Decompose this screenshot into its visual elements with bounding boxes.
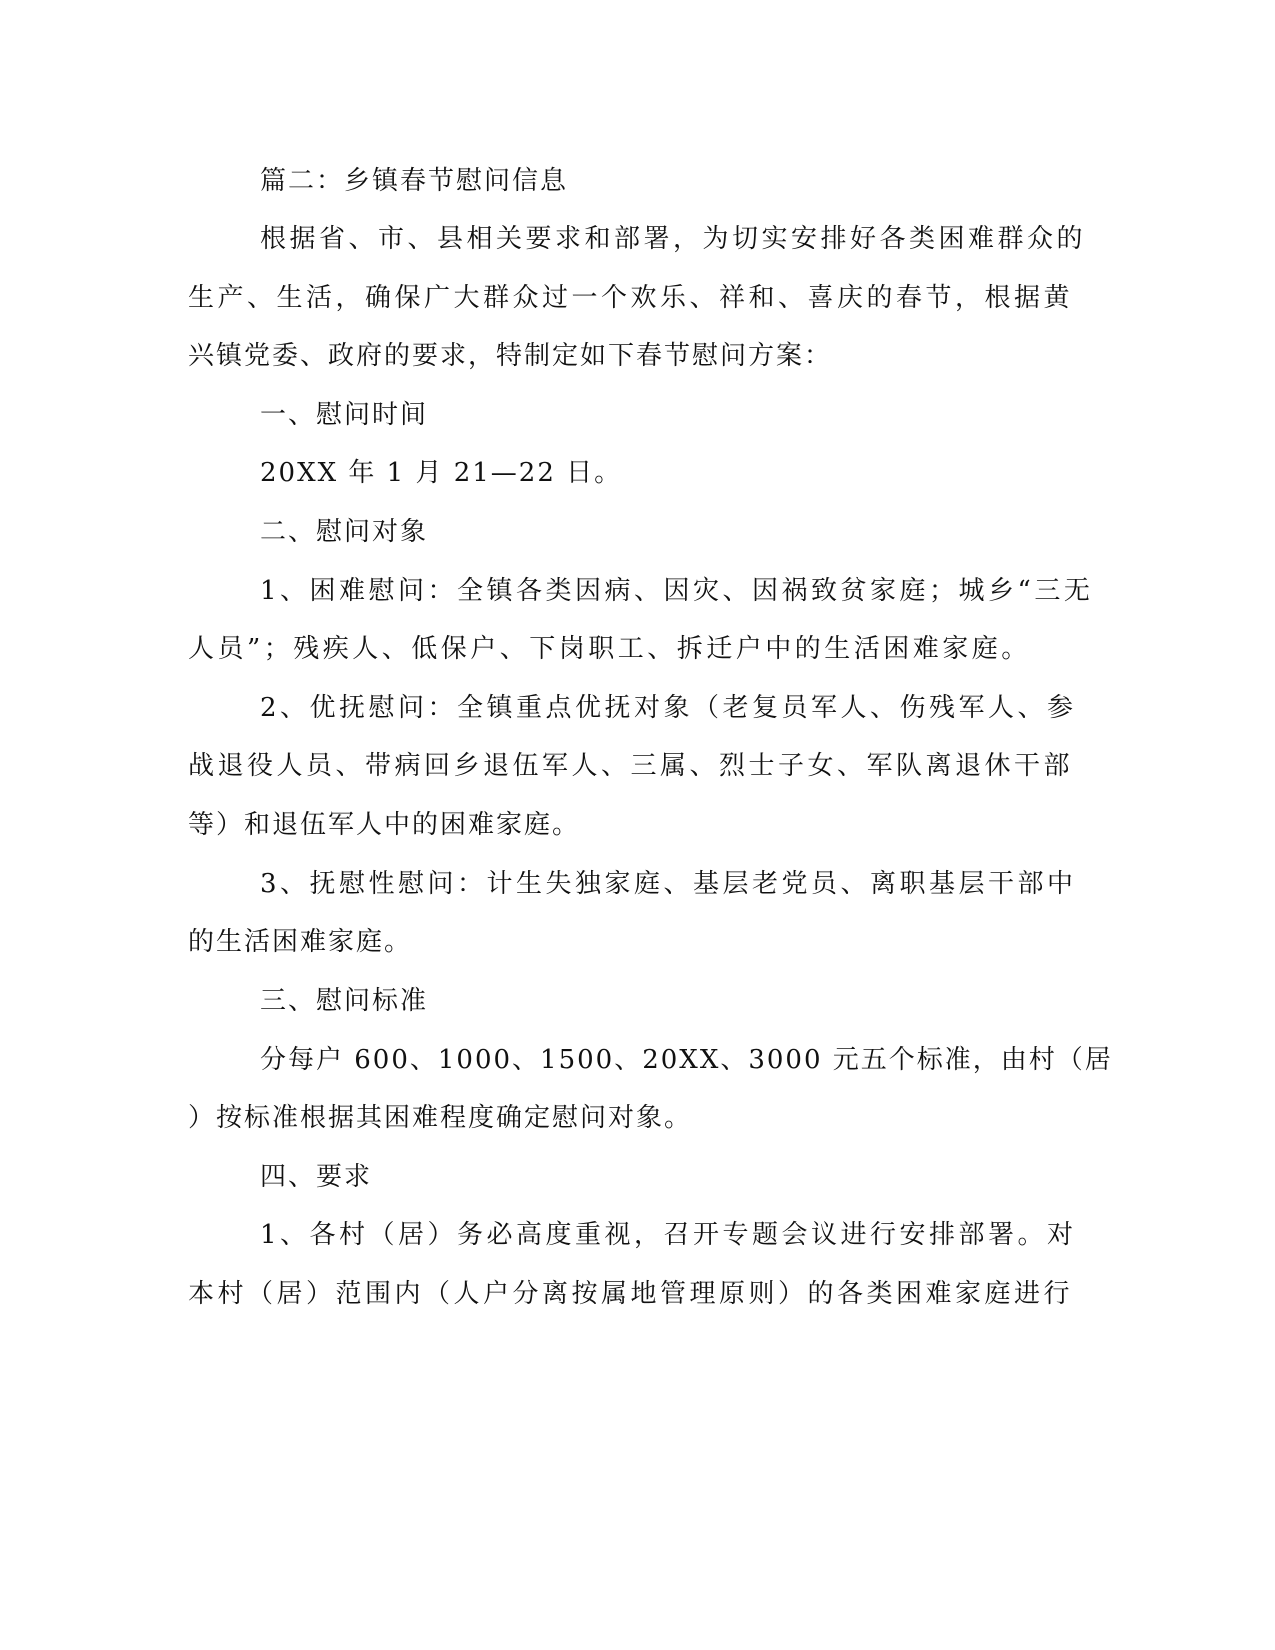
body-line: 20XX 年 1 月 21—22 日。	[260, 458, 623, 488]
body-line: ）按标准根据其困难程度确定慰问对象。	[188, 1103, 693, 1133]
heading-line: 二、慰问对象	[260, 517, 429, 547]
body-line: 生产、生活，确保广大群众过一个欢乐、祥和、喜庆的春节，根据黄	[188, 283, 1074, 313]
body-line: 3、抚慰性慰问：计生失独家庭、基层老党员、离职基层干部中	[260, 869, 1077, 899]
body-line: 分每户 600、1000、1500、20XX、3000 元五个标准，由村（居	[260, 1045, 1113, 1075]
body-line: 兴镇党委、政府的要求，特制定如下春节慰问方案：	[188, 341, 833, 371]
body-line: 的生活困难家庭。	[188, 927, 413, 957]
body-line: 战退役人员、带病回乡退伍军人、三属、烈士子女、军队离退休干部	[188, 751, 1074, 781]
body-line: 本村（居）范围内（人户分离按属地管理原则）的各类困难家庭进行	[188, 1279, 1074, 1309]
body-line: 2、优抚慰问：全镇重点优抚对象（老复员军人、伤残军人、参	[260, 693, 1077, 723]
body-line: 人员”；残疾人、低保户、下岗职工、拆迁户中的生活困难家庭。	[188, 634, 1031, 664]
body-line: 1、各村（居）务必高度重视，召开专题会议进行安排部署。对	[260, 1220, 1077, 1250]
section-title: 篇二：乡镇春节慰问信息	[260, 166, 569, 196]
body-line: 等）和退伍军人中的困难家庭。	[188, 810, 581, 840]
body-line: 根据省、市、县相关要求和部署，为切实安排好各类困难群众的	[260, 224, 1087, 254]
heading-line: 三、慰问标准	[260, 986, 429, 1016]
heading-line: 四、要求	[260, 1162, 373, 1192]
body-line: 1、困难慰问：全镇各类因病、因灾、因祸致贫家庭；城乡“三无	[260, 576, 1094, 606]
heading-line: 一、慰问时间	[260, 400, 429, 430]
